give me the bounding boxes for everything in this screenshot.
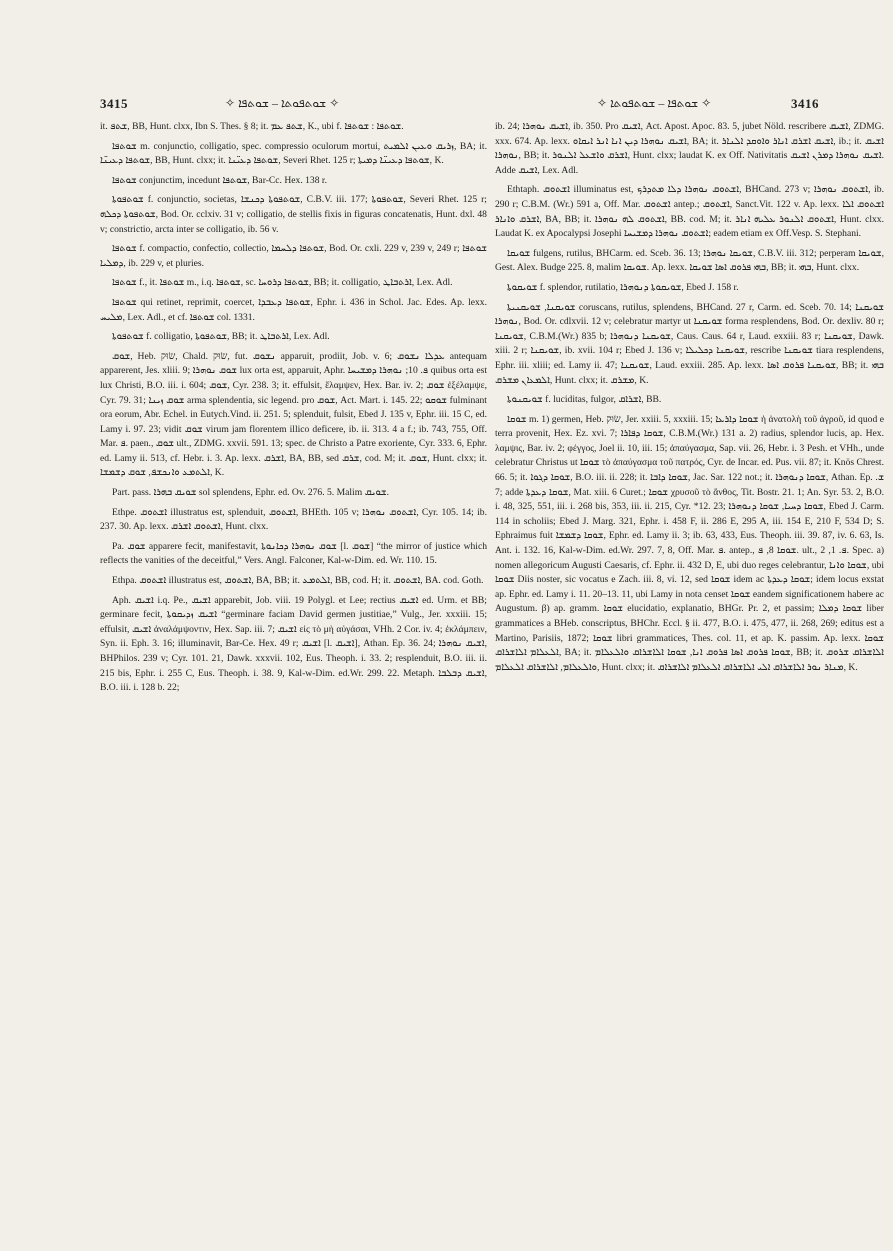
right-running-title: ✧ ܫܘܬܦܐ – ܫܘܬܦܘܬܐ ✧ <box>597 96 712 110</box>
dictionary-entry: ܫܘܬܦܐ qui retinet, reprimit, coercet, ܫܘܬܦܐ ܕܥܒܕܐ, Ephr. i. 436 in Schol. Jac. Edes. Ap. lexx. ܡܠܝܚ, Lex. Adl., et cf. ܫܘܬܦܐ col. 1331. <box>100 296 487 323</box>
dictionary-entry: it. ܫܬܦ, BB, Hunt. clxx, Ibn S. Thes. § 8; it. ܫܬܦ ܥܡ, K., ubi f. ܫܘܬܦܐ : ܫܘܬܦܐ. <box>100 121 404 132</box>
dictionary-entry: ܫܘܬܦܐ f. compactio, confectio, collectio, ܫܘܬܦܐ ܕܠܚܡܐ, Bod. Or. cxli. 229 v, 239 v, 249 r; ܫܘܬܦܐ ܕܡܠܝܐ, ib. 229 v, et pluries. <box>100 243 487 269</box>
left-column <box>100 120 487 1245</box>
dictionary-entry: ܫܘܝܩܢܘܬܐ f. luciditas, fulgor, ܐܫܪܐܩ, BB. <box>507 394 662 406</box>
dictionary-entry: ܫܘܬܦܘܬܐ f. colligatio, ܫܘܬܦܘܬܐ, BB; it. ܐܪܬܒܐܛ, Lex. Adl. <box>112 331 330 343</box>
dictionary-entry: ܫܘܝܩܐ fulgens, rutilus, BHCarm. ed. Sceb. 36. 13; ܫܘܝܩܐ ܢܘܗܪܐ, C.B.V. iii. 312; perperam ܫܘܝܩܐ, Gest. Alex. Budge 225. 8, malim ܫܘܝܩܐ. Ap. lexx. ܒܗܝ ܦܪܘܩ ܐܣܐ ܫܘܝܩܐ, BB; it. ܒܗܝ, Hunt. clxx. <box>495 247 884 274</box>
dictionary-entry: ܫܘܩ, Heb. שׂוּק, Chald. שׂוּק, fut. ܢܫܘܩ apparuit, prodiit, Job. v. 6; ܥܕܠܐ ܢܫܘܩ antequam apparerent, Jes. xliii. 9; ܫܘܩ ܢܘܗܪܐ lux orta est, apparuit, Aphr. ܦ. 10; ܢܘܗܪܐ ܕܡܫܝܚܐ quibus orta est lux Christi, B.O. iii. i. 604; ܫܘܩ, Cyr. 238. 3; it. effulsit, ἔλαμψεν, Hex. Bar. iv. 2; ܫܘܩ ἐξέλαμψε, Cyr. 79. 31; ܫܘܩ ܙܝܢܐ arma splendentia, sic legend. pro ܫܘܩ, Act. Mart. i. 145. 22; ܫܘܩܘ fulminant ora eorum, Abr. Echel. in Eutych.Vind. ii. 251. 5; splenduit, fulsit, Ebed J. 135 v, Ephr. iii. 15 C, ed. Lamy i. 97. 23; vidit ܫܘܩ virum jam florentem illico deficere, ib. ii. 313. 4 a f.; ib. 743, 755, Off. Mar. ܦ. paen., ܫܘܩ ult., ZDMG. xxvii. 591. 13; spec. de Christo a Patre exoriente, Cyr. 333. 6, Ephr. ed. Lamy ii. 513, cf. Hebr. i. 3. Ap. lexx. ܐܫܪܩ, BA, BB, sed ܫܪܩ, cod. M; it. ܫܘܩ, Hunt. clxx; it. ܐܠܬܡܥ ܘܐܢܟܫܦ, ܫܘܩ ܕܫܡܫܐ, K. <box>100 350 487 479</box>
dictionary-entry: ܫܘܬܦܐ f., it. ܫܘܬܦܐ m., i.q. ܫܘܬܦܐ, sc. ܫܘܬܦܐ ܕܪܘܚܐ, BB; it. colligatio, ܐܪܬܒܐܛ, Lex. Adl. <box>112 277 453 289</box>
dictionary-entry: Aph. ܐܫܝܩ i.q. Pe., ܐܫܝܩ apparebit, Job. viii. 19 Polygl. et Lee; rectius ܐܫܝܩ ed. Urm. et BB; germinare fecit, ܐܫܝܩ ܙܕܝܩܘܬܐ “germinare faciam David germen justitiae,” Vulg., Jer. xxxiii. 15; effulsit, ܐܫܝܩ ἀναλάμψοντιν, Hex. Sap. iii. 7; ܐܫܝܩ εἰς τὸ μὴ αὐγάσαι, VHh. 2 Cor. iv. 4; ἐκλάμπειν, Syn. ii. Eph. 3. 16; illuminavit, Bar-Ce. Hex. 49 r; ܐܫܝܩ [l. ܐܫܝܩ], Athan. Ep. 36. 24; ܐܫܝܩ ܢܘܗܪܐ, BHPhilos. 239 v; Cyr. 101. 21, Dawk. xxxvii. 102, Eus. Theoph. i. 33. 2; resplenduit, B.O. iii. ii. 215 bis, Ephr. i. 255 C, Eus. Theoph. i. 38. 9, Kal-w-Dim. ed.Wr. 299. 22. Metaph. ܐܫܝܩ ܕܒܠܒܐ, B.O. iii. i. 128 b. 22; <box>100 594 487 694</box>
dictionary-entry: ib. 24; ܐܫܝܩ ܢܘܗܪܐ, ib. 350. Pro ܐܫܝܩ, Act. Apost. Apoc. 83. 5, jubet Nöld. rescribere ܐܫܝܩ, ZDMG. xxx. 674. Ap. lexx. ܐܫܝܩ ܢܘܗܪܐ ܕܝܢ ܐܢܐ ܐܢܪ ܐܝܩܐܘ, BA; it. ܐܫܝܩ ܐܫܪܩ ܐܢܐܪ ܘܐܘܩܕ ܐܠܢܐܪ, ib.; it. ܐܫܝܩ ܢܘܗܪܐ, BB; it. ܐܫܪܩ ܘܐܫܥܠ ܐܠܢܘܪ, Hunt. clxx; laudat K. ex Off. Nativitatis ܐܫܝܩ ܢܘܗܪܐ ܕܡܪܢ ܐܫܝܩ. Adde ܐܫܝܩ, Lex. Adl. <box>495 121 884 176</box>
right-column <box>495 120 884 1245</box>
page-header <box>0 0 893 110</box>
left-running-title: ✧ ܫܘܬܦܘܬܐ – ܫܘܬܦܐ ✧ <box>225 96 340 110</box>
dictionary-entry: ܫܘܩܐ m. 1) germen, Heb. שׂוּק, Jer. xxiii. 5, xxxiii. 15; ܫܘܩܐ ܕܐܪܥܐ ἡ ἀνατολὴ τοῦ ἀγροῦ, id quod e terra provenit, Hex. Ez. xvi. 7; ܫܘܩܐ ܕܦܐܪܐ, C.B.M.(Wr.) 131 a. 2) radius, splendor lucis, ap. Hex. λαμψις, Bar. iv. 2; φέγγος, Joel ii. 10, iii. 15; ἀπαύγασμα, Sap. vii. 26, Hebr. i. 3 Pesh. et VHh., unde celebratur Christus ut ܫܘܩܐ τὸ ἀπαύγασμα τοῦ πατρός, Cyr. de Incar. ed. Pus. vii. 87; it. Knös Chrest. 66. 5; it. ܫܘܩܐ ܕܓܘܐ, B.O. iii. ii. 228; it. ܫܘܩܐ ܕܐܒܐ, Jac. Sar. 122 not.; it. ܫܘܩܐ ܕܢܘܗܪܐ, Athan. Ep. ܫ. 7; adde ܫܘܩܐ ܕܥܕܬܐ, Mat. xiii. 6 Curet.; ܫܘܩܐ χρυσοῦ τὸ ἄνθος, Tit. Bostr. 21. 1; An. Syr. 53. 2, B.O. i. 48, 325, 551, iii. i. 268 bis, 353, iii. ii. 215, Cyr. *12. 23; ܫܘܩܐ ܕܚܝܐ, ܫܘܩܐ ܕܢܘܗܪܐ, Ebed J. Carm. 114 in scholiis; Ebed J. Marg. 321, Ephr. i. 458 F, ii. 286 E, 295 A, iii. 154 E, 210 F, 534 D; S. Ephraimus fuit ܫܘܩܐ ܕܫܡܫܐ, Ephr. ed. Lamy ii. 3; ib. 63, 433, Eus. Theoph. iii. 39. 87, iv. 6. 63, Is. Ant. i. 132. 16, Kal-w-Dim. ed.Wr. 297. 7, 8, Off. Mar. ܦ. antep., ܫܘܩܐ 8, ܦ. ult., ܦ. 1, 2. Spec. a) nomen allegoricum Augusti Caesaris, cf. Ephr. ii. 432 D, E, ubi duo reges celebrantur, ܫܘܩܐ ܘܐܢܐ, ubi ܫܘܩܐ Diis noster, sic vocatus e Zach. iii. 8, vi. 12, sed ܫܘܩܐ idem ac ܫܘܩܐ ܕܥܕܬܐ; idem locus exstat ap. Ephr. ed. Lamy i. 11. 20–13. 11, ubi Lamy in nota censet ܫܘܩܐ eandem significationem habere ac Augustum. β) ap. gramm. ܫܘܩܐ elucidatio, explanatio, BHGr. Pr. 2, et passim; ܫܘܩܐ ܕܡܠܐ liber grammatices a BHeb. conscriptus, BHChr. Eccl. § ii. 477, B.O. i. 475, 477, ii. 268, 269; editus est a Martino, Parisiis, 1872; ܫܘܩܐ libri grammatices, Thes. col. 11, et ap. K. passim. Ap. lexx. ܫܘܩܐ ܐܠܥܠܐܡ ܐܠܐܫܪܐܩ, BA; it. ܫܘܩܐ ܦܪܘܩ ܐܣܐ ܦܪܘܩ ܐܢܐ, ܫܘܩܐ ܐܠܐܫܪܐܩ ܘܐܠܥܠܐܡ, BB; it. ܐܠܐܫܪܐܩ ܫܪܘܩ ܘܐܠܥܠܐܡ, ܐܠܐܫܪܐܩ ܐܠܥܠܐܡ, Hunt. clxx; it. ܡܢܐܪ ܢܘܪ ܐܠܐܫܪܐܩ ܐܠܝ ܐܠܐܫܪܐܩ ܐܠܥܠܐܡ ܐܠܐܫܪܐܩ, K. <box>495 413 884 673</box>
dictionary-entry: ܫܘܝܩܘܬܐ f. splendor, rutilatio, ܫܘܝܩܘܬܐ ܕܢܘܗܪܐ, Ebed J. 158 r. <box>507 281 739 293</box>
left-page-number: 3415 <box>100 96 128 111</box>
dictionary-entry: ܫܘܬܦܐ conjunctim, incedunt ܫܘܬܦܐ, Bar-Cc. Hex. 138 r. <box>112 174 327 186</box>
dictionary-entry: Ethpa. ܐܫܬܘܩ illustratus est, ܐܫܬܘܩ, BA, BB; it. ܐܠܬܡܥ, BB, cod. H; it. ܐܫܬܘܩ, BA. cod. Goth. <box>112 575 484 587</box>
right-page-number: 3416 <box>791 96 819 111</box>
dictionary-entry: Ethtaph. ܐܫܬܘܩ illuminatus est, ܐܫܬܘܩ ܢܘܗܪܐ ܕܠܐ ܡܬܕܪܟ, BHCand. 273 v; ܐܫܬܘܩ ܢܘܗܪܐ, ib. 290 r; C.B.M. (Wr.) 591 a, Off. Mar. ܐܫܬܘܩ antep.; ܐܫܬܘܩ, Sanct.Vit. 122 v. Ap. lexx. ܐܫܬܘܩ ܐܠܐ ܐܫܪܩ ܘܐܢܐܪ, BA, BB; it. ܐܫܬܘܩ ܠܗ ܢܘܗܪܐ, BB. cod. M; it. ܐܫܬܘܩ ܐܠܢܘܪ ܥܠܝܗ ܐܢܐܪ, Hunt. clxx. Laudat K. ex Apocalypsi Josephi ܐܫܬܘܩ ܢܘܗܪܐ ܕܡܫܝܚܐ; eadem etiam ex Off.Vesp. S. Stephani. <box>495 184 884 240</box>
dictionary-entry: ܫܘܬܦܐ m. conjunctio, colligatio, spec. compressio oculorum mortui, ܙܪܝܩ ܘܥܝܢ ܐܠܡܝܬ, BA; it. ܫܘܬܦܐ ܕܥܝܢ̈ܐ, BB, Hunt. clxx; it. ܫܘܬܦܐ ܕܥܝ̈ܢܐ, Severi Rhet. 125 r; ܫܘܬܦܐ ܕܥܝܢ̈ܐ ܕܡܝܬܐ, K. <box>100 140 487 167</box>
dictionary-entry: Ethpe. ܐܫܬܘܩ illustratus est, splenduit, ܐܫܬܘܩ, BHEth. 105 v; ܐܫܬܘܩ ܢܘܗܪܐ, Cyr. 105. 14; ib. 237. 30. Ap. lexx. ܐܫܬܘܩ ܐܫܪܩ, Hunt. clxx. <box>100 506 487 533</box>
dictionary-entry: Pa. ܫܘܩ apparere fecit, manifestavit, ܫܘܩ ܢܘܗܪܐ ܕܟܐܢܘܬܐ [l. ܫܘܩ] “the mirror of justice which reflects the vanities of the deceitful,” Vers. Angl. Falconer, Kal-w-Dim. ed. Wr. 110. 15. <box>100 540 487 567</box>
dictionary-entry: ܫܘܬܦܘܬܐ f. conjunctio, societas, ܫܘܬܦܘܬܐ ܕܟܢܫܐ, C.B.V. iii. 177; ܫܘܬܦܘܬܐ, Severi Rhet. 125 r; ܫܘܬܦܘܬܐ ܕܟܠܗ, Bod. Or. cclxiv. 31 v; colligatio, de stellis fixis in figuras concatenatis, Hunt. dxl. 48 v; constrictio, arcta inter se colligatio, ib. 56 v. <box>100 194 487 235</box>
dictionary-entry: ܫܘܝܩܢܐ, ܫܘܝܩܢܝܬܐ coruscans, rutilus, splendens, BHCand. 27 r, Carm. ed. Sceb. 70. 14; ܫܘܝܩܢܐ ܢܘܗܪܐ, Bod. Or. cdlxvii. 12 v; celebratur martyr ut ܫܘܝܩܢܐ forma resplendens, Bod. Or. dexliv. 80 r; ܫܘܝܩܢܐ, C.B.M.(Wr.) 835 b; ܫܘܝܩܢܐ ܕܢܘܗܪܐ, Caus. Caus. 64 r, Laud. exxiii. 83 r; ܫܘܝܩܢܐ, Dawk. xiii. 2 r; ܫܘܝܩܢܐ, ib. xvii. 104 r; Ebed J. 136 v; ܫܘܝܩܢܐ ܕܟܠܝܠܐ, rescribe ܫܘܝܩܢܐ tiara resplendens, Ephr. iii. xliii; ed. Lamy ii. 47; ܫܘܝܩܢܐ, Laud. exxiii. 285. Ap. lexx. ܫܘܝܩܢܐ ܦܪܘܩ ܐܣܐ, BB; it. ܒܗܝ ܐܠܡܥܐܢ ܡܫܪܩ, Hunt. clxx; it. ܡܫܪܩ, K. <box>495 301 884 386</box>
dictionary-entry: Part. pass. ܫܘܝܩ ܒܗܪܐ sol splendens, Ephr. ed. Ov. 276. 5. Malim ܫܘܝܩ. <box>112 487 390 499</box>
